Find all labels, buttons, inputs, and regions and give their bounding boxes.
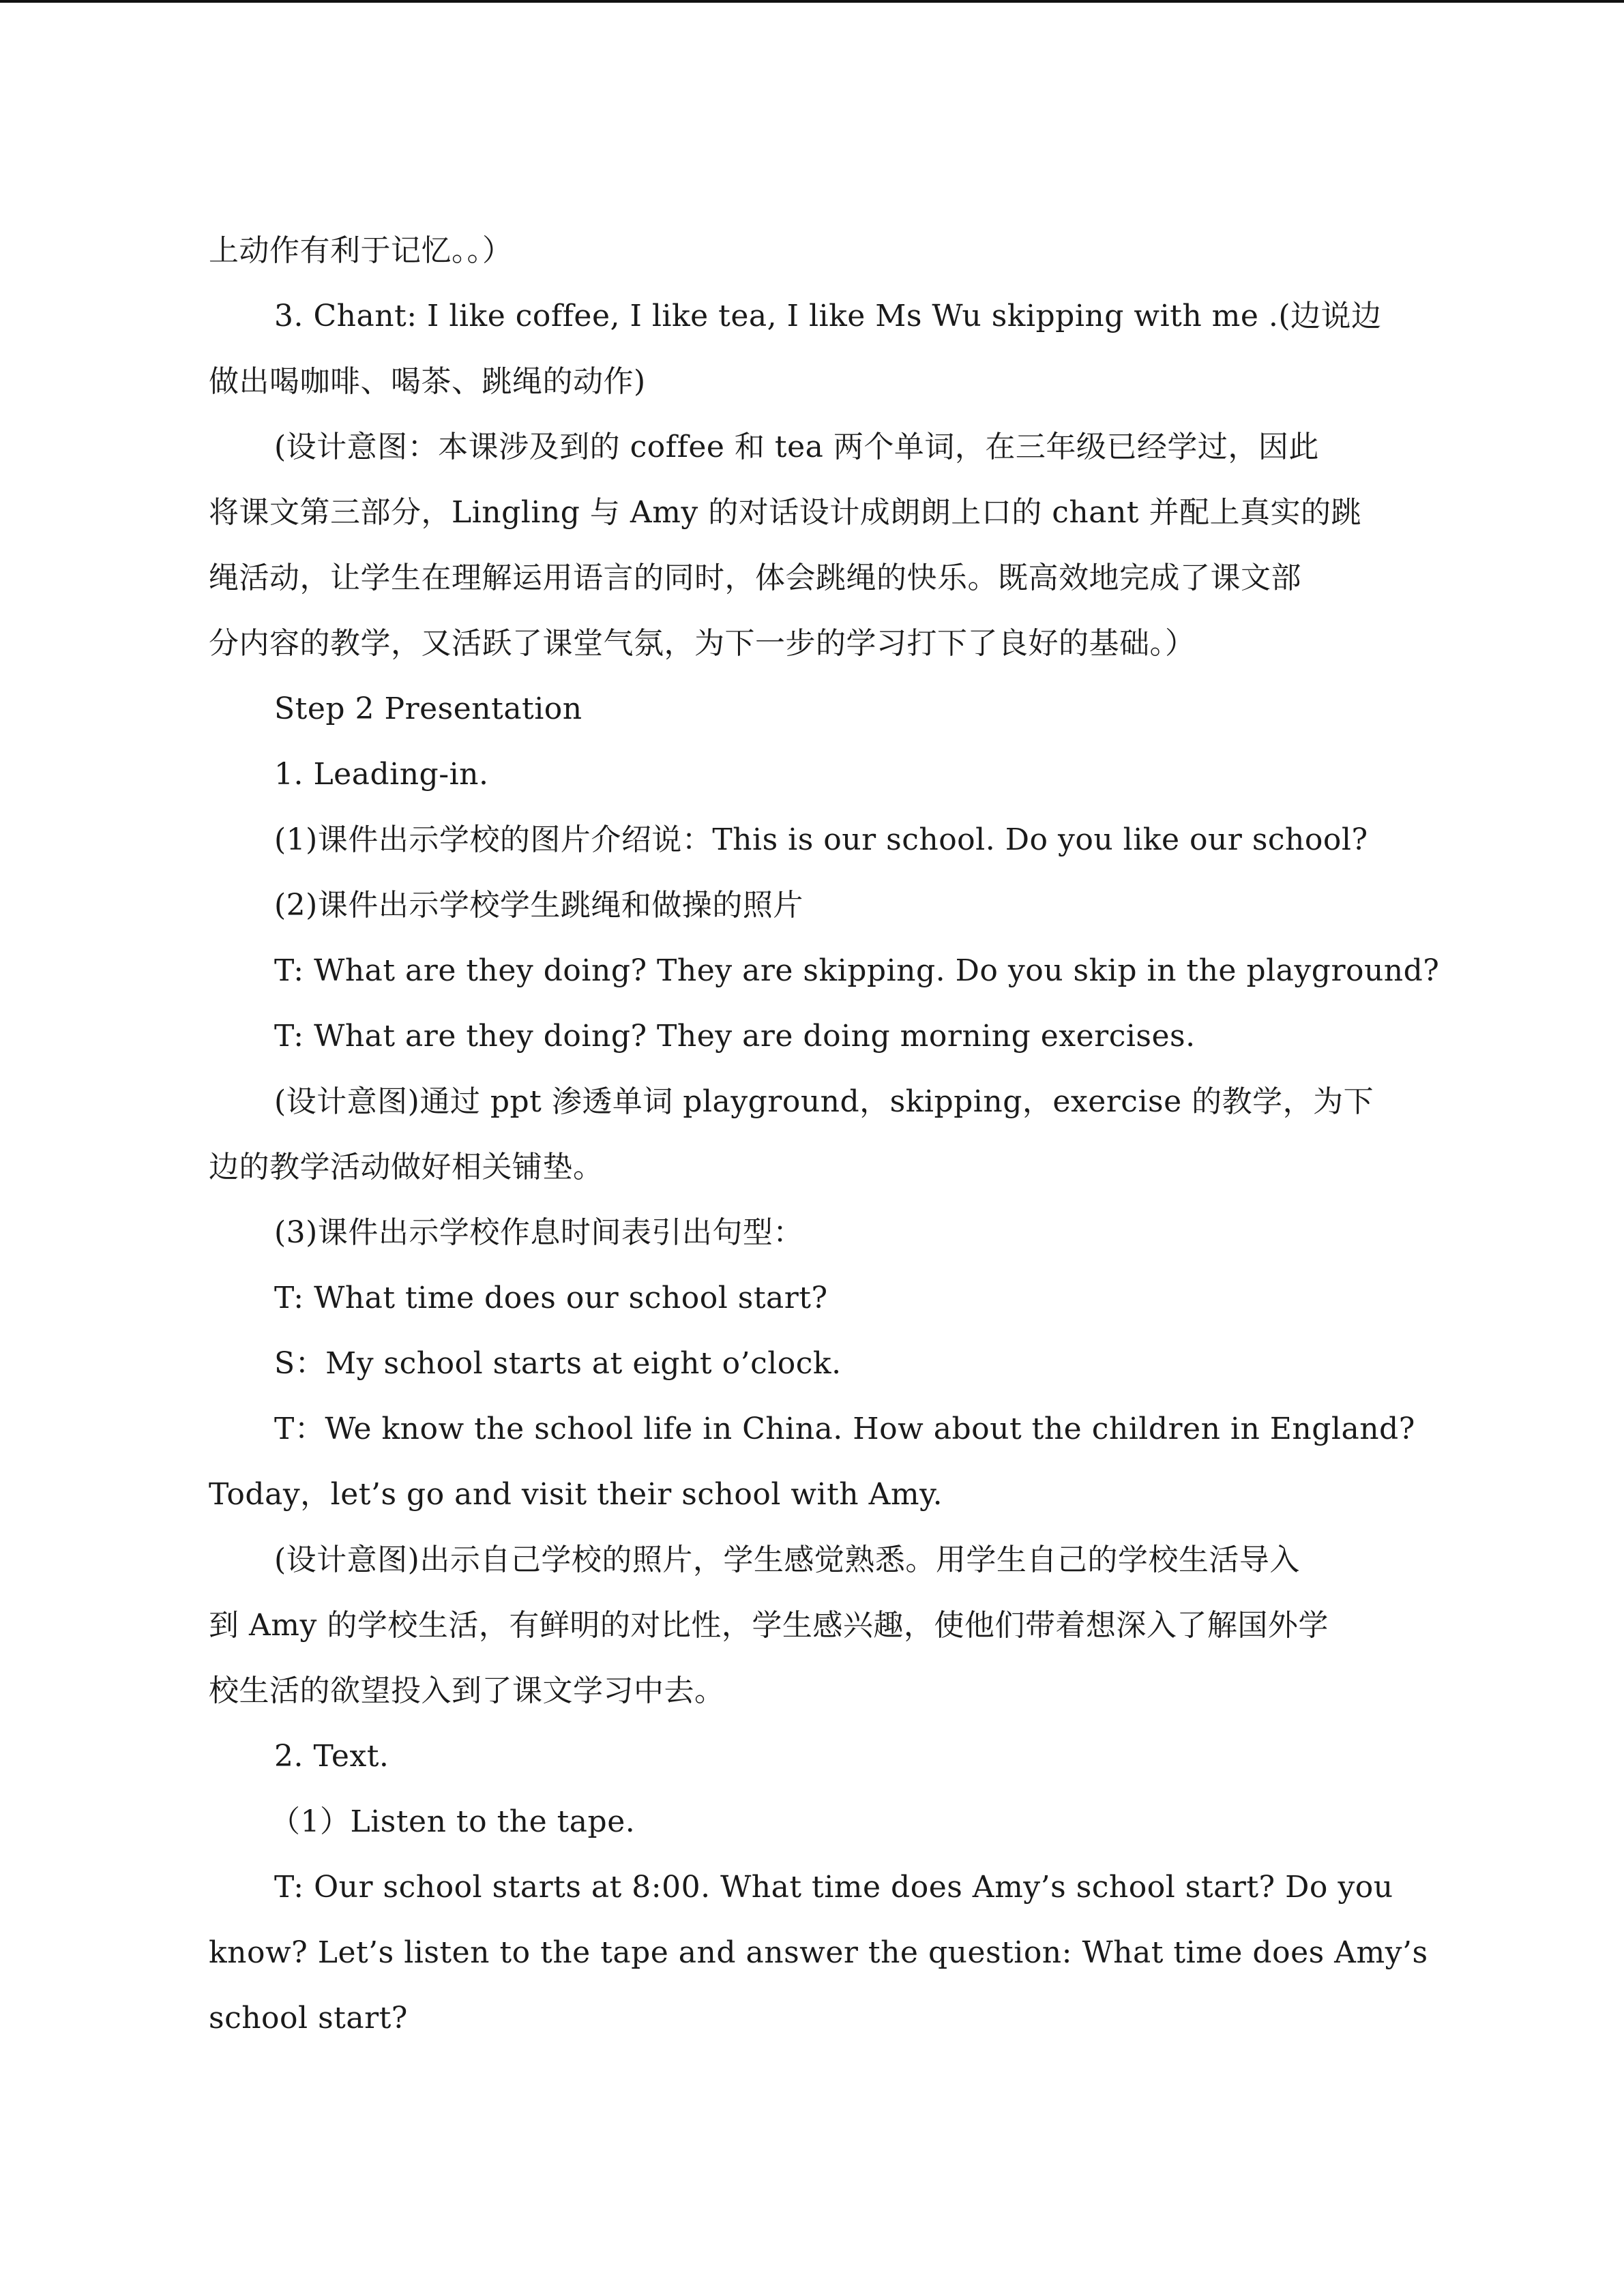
- text-line: know? Let’s listen to the tape and answer the question: What time does Amy’s: [209, 1935, 1428, 1970]
- text-line: 分内容的教学，又活跃了课堂气氛，为下一步的学习打下了良好的基础。）: [209, 626, 1196, 661]
- text-line: 校生活的欲望投入到了课文学习中去。: [209, 1673, 725, 1708]
- text-line: 绳活动，让学生在理解运用语言的同时，体会跳绳的快乐。既高效地完成了课文部: [209, 561, 1301, 595]
- text-line: S：My school starts at eight o’clock.: [274, 1346, 842, 1381]
- text-line: school start?: [209, 2001, 408, 2036]
- text-line: 将课文第三部分，Lingling 与 Amy 的对话设计成朗朗上口的 chant 并配上真实的跳: [209, 495, 1361, 530]
- text-line: T: What are they doing? They are skipping. Do you skip in the playground?: [274, 953, 1440, 988]
- text-line: 到 Amy 的学校生活，有鲜明的对比性，学生感兴趣，使他们带着想深入了解国外学: [209, 1608, 1329, 1643]
- section-heading: Step 2 Presentation: [274, 691, 582, 726]
- text-line: (设计意图)通过 ppt 渗透单词 playground，skipping，exercise 的教学，为下: [274, 1084, 1374, 1119]
- text-line: 边的教学活动做好相关铺垫。: [209, 1150, 604, 1184]
- text-line: T: What are they doing? They are doing morning exercises.: [274, 1019, 1196, 1054]
- text-line: （1）Listen to the tape.: [270, 1804, 636, 1839]
- text-line: 3. Chant: I like coffee, I like tea, I like Ms Wu skipping with me .(边说边: [274, 299, 1382, 333]
- text-line: T: What time does our school start?: [274, 1281, 828, 1315]
- text-line: Today，let’s go and visit their school with Amy.: [209, 1477, 943, 1512]
- text-line: (3)课件出示学校作息时间表引出句型：: [274, 1215, 803, 1250]
- text-line: (设计意图：本课涉及到的 coffee 和 tea 两个单词，在三年级已经学过，因此: [274, 430, 1319, 464]
- text-line: T: Our school starts at 8:00. What time does Amy’s school start? Do you: [274, 1870, 1393, 1905]
- text-line: (设计意图)出示自己学校的照片，学生感觉熟悉。用学生自己的学校生活导入: [274, 1542, 1300, 1577]
- text-line: T：We know the school life in China. How about the children in England?: [274, 1412, 1415, 1446]
- text-line: (2)课件出示学校学生跳绳和做操的照片: [274, 888, 803, 923]
- text-line: 做出喝咖啡、喝茶、跳绳的动作): [209, 364, 646, 399]
- text-line: (1)课件出示学校的图片介绍说：This is our school. Do you like our school?: [274, 822, 1368, 857]
- text-line: 上动作有利于记忆。。）: [209, 233, 513, 268]
- text-line: 2. Text.: [274, 1739, 389, 1774]
- text-line: 1. Leading-in.: [274, 757, 489, 792]
